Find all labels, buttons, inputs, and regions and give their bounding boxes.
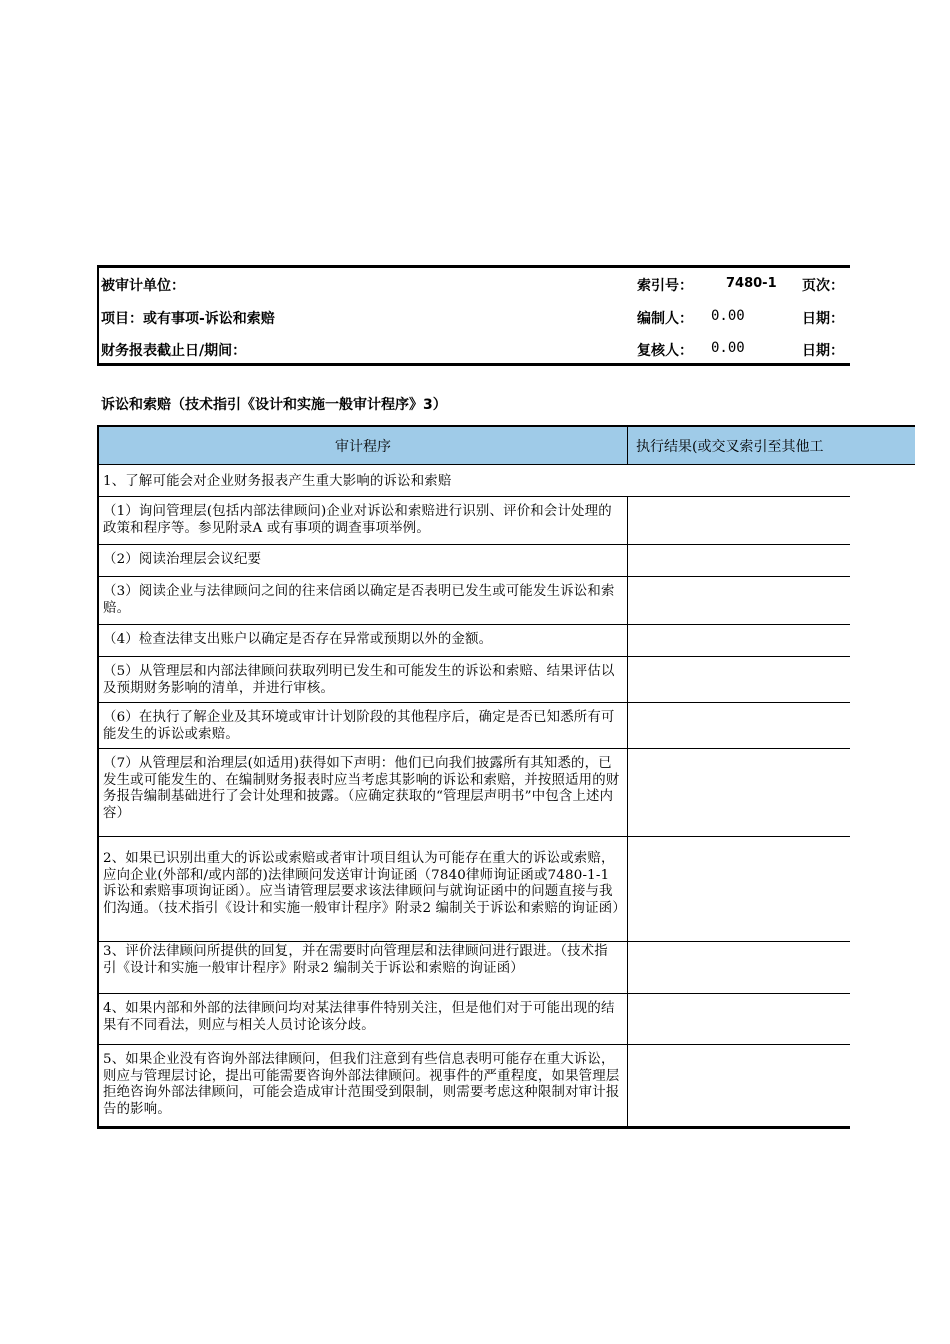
period-label: 财务报表截止日/期间： — [101, 343, 247, 359]
reviewer-value: 0.00 — [711, 340, 745, 356]
table-row — [97, 657, 850, 703]
procedure-cell — [97, 577, 628, 624]
reviewer-label: 复核人： — [637, 343, 693, 359]
result-cell[interactable] — [628, 545, 850, 576]
table-row — [97, 703, 850, 749]
table-row — [97, 994, 850, 1045]
section-title: 诉讼和索赔（技术指引《设计和实施一般审计程序》3） — [101, 397, 447, 413]
result-cell[interactable] — [628, 1045, 850, 1126]
table-row — [97, 1045, 850, 1129]
procedure-cell — [97, 625, 628, 656]
column-header-result: 执行结果(或交叉索引至其他工 — [628, 425, 915, 465]
preparer-label: 编制人： — [637, 311, 693, 327]
index-label: 索引号： — [637, 278, 693, 294]
table-row — [97, 749, 850, 837]
column-header-procedure: 审计程序 — [97, 425, 628, 465]
procedure-text: （7）从管理层和治理层(如适用)获得如下声明：他们已向我们披露所有其知悉的，已发生或可能发生的、在编制财务报表时应当考虑其影响的诉讼和索赔，并按照适用的财务报告编制基础进行了会计处理和披露。（应确定获取的“管理层声明书”中包含上述内容） — [103, 756, 620, 821]
procedure-cell — [97, 1045, 628, 1126]
procedure-text: （5）从管理层和内部法律顾问获取列明已发生和可能发生的诉讼和索赔、结果评估以及预期财务影响的清单，并进行审核。 — [103, 664, 615, 696]
result-cell[interactable] — [628, 994, 850, 1044]
header-top-border — [97, 265, 850, 268]
index-value: 7480-1 — [726, 276, 777, 291]
result-cell[interactable] — [628, 942, 850, 993]
procedure-cell — [97, 703, 628, 748]
table-header-row — [97, 425, 915, 467]
result-cell[interactable] — [628, 625, 850, 656]
procedure-cell — [97, 657, 628, 702]
page-label: 页次： — [802, 278, 844, 294]
preparer-value: 0.00 — [711, 308, 745, 324]
result-cell[interactable] — [628, 749, 850, 836]
table-row — [97, 577, 850, 625]
date-label-reviewer: 日期： — [802, 343, 844, 359]
procedure-cell — [97, 497, 628, 544]
table-row — [97, 545, 850, 577]
header-left-border — [97, 265, 99, 366]
result-cell[interactable] — [628, 837, 850, 941]
procedure-text: （6）在执行了解企业及其环境或审计计划阶段的其他程序后，确定是否已知悉所有可能发生的诉讼或索赔。 — [103, 710, 615, 742]
date-label-preparer: 日期： — [802, 311, 844, 327]
procedure-text: 2、如果已识别出重大的诉讼或索赔或者审计项目组认为可能存在重大的诉讼或索赔，应向企业(外部和/或内部的)法律顾问发送审计询证函（7840律师询证函或7480-1-1诉讼和索赔事项询证函）。应当请管理层要求该法律顾问与就询证函中的问题直接与我们沟通。（技术指引《设计和实施一般审计程序》附录2 编制关于诉讼和索赔的询证函） — [103, 851, 626, 916]
procedure-cell — [97, 465, 850, 496]
procedure-text: 3、评价法律顾问所提供的回复，并在需要时向管理层和法律顾问进行跟进。（技术指引《设计和实施一般审计程序》附录2 编制关于诉讼和索赔的询证函） — [103, 944, 608, 976]
procedure-cell — [97, 749, 628, 836]
project-label: 项目：或有事项-诉讼和索赔 — [101, 311, 275, 327]
table-row — [97, 625, 850, 657]
procedure-cell — [97, 942, 628, 993]
table-row — [97, 465, 850, 497]
result-cell[interactable] — [628, 657, 850, 702]
result-cell[interactable] — [628, 497, 850, 544]
result-cell[interactable] — [628, 703, 850, 748]
procedure-text: （2）阅读治理层会议纪要 — [103, 552, 262, 567]
table-row — [97, 497, 850, 545]
procedure-text: 4、如果内部和外部的法律顾问均对某法律事件特别关注，但是他们对于可能出现的结果有不同看法，则应与相关人员讨论该分歧。 — [103, 1001, 615, 1033]
procedure-cell — [97, 994, 628, 1044]
table-row — [97, 837, 850, 942]
procedure-cell — [97, 545, 628, 576]
entity-label: 被审计单位： — [101, 278, 185, 294]
procedure-text: （1）询问管理层(包括内部法律顾问)企业对诉讼和索赔进行识别、评价和会计处理的政策和程序等。参见附录A 或有事项的调查事项举例。 — [103, 504, 612, 536]
table-row — [97, 942, 850, 994]
procedure-text: 5、如果企业没有咨询外部法律顾问，但我们注意到有些信息表明可能存在重大诉讼，则应与管理层讨论，提出可能需要咨询外部法律顾问。视事件的严重程度，如果管理层拒绝咨询外部法律顾问，可能会造成审计范围受到限制，则需要考虑这种限制对审计报告的影响。 — [103, 1052, 620, 1117]
procedure-text: 1、了解可能会对企业财务报表产生重大影响的诉讼和索赔 — [103, 474, 452, 489]
header-bottom-border — [97, 363, 850, 366]
result-cell[interactable] — [628, 577, 850, 624]
procedure-text: （3）阅读企业与法律顾问之间的往来信函以确定是否表明已发生或可能发生诉讼和索赔。 — [103, 584, 615, 616]
procedure-cell — [97, 837, 628, 941]
procedure-text: （4）检查法律支出账户以确定是否存在异常或预期以外的金额。 — [103, 632, 493, 647]
